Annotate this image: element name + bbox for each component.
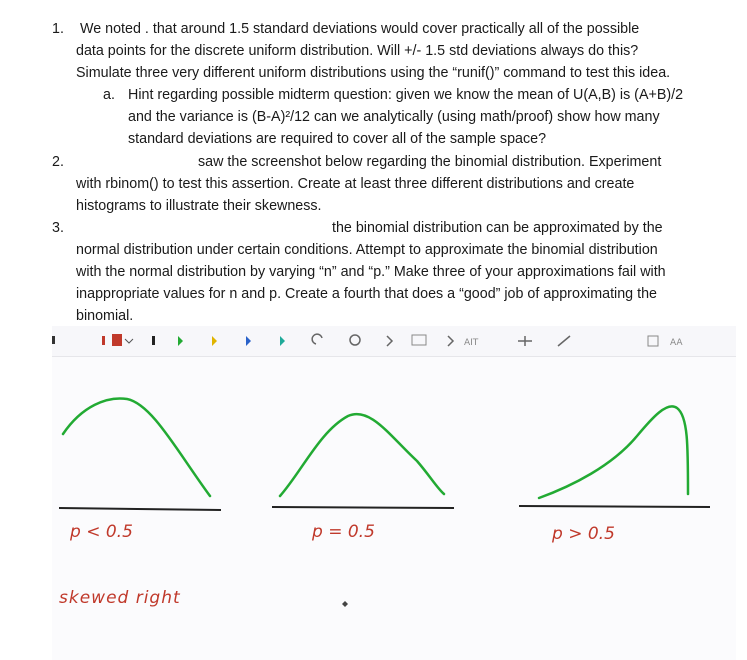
- question-line: Simulate three very different uniform distributions using the “runif()” command to test this idea.: [76, 65, 671, 81]
- question-line: We noted . that around 1.5 standard deviations would cover practically all of the possible: [80, 21, 640, 37]
- middle-baseline: [272, 507, 454, 508]
- question-line: with rbinom() to test this assertion. Create at least three different distributions and create: [76, 176, 635, 192]
- question-number: 3.: [52, 220, 64, 236]
- symmetric-curve: [280, 414, 444, 496]
- question-line: standard deviations are required to cover all of the sample space?: [128, 131, 547, 147]
- svg-text:AIT: AIT: [464, 338, 479, 348]
- question-line: the binomial distribution can be approximated by the: [332, 220, 663, 236]
- question-number: 2.: [52, 154, 64, 170]
- question-line: with the normal distribution by varying “n” and “p.” Make three of your approximations fail with: [76, 264, 666, 280]
- right-skewed-curve: [63, 398, 210, 496]
- question-number: 1.: [52, 21, 64, 37]
- left-baseline: [59, 508, 221, 510]
- svg-text:AA: AA: [670, 338, 683, 348]
- right-baseline: [519, 506, 710, 507]
- binomial-skew-screenshot: [52, 326, 736, 660]
- question-line: data points for the discrete uniform distribution. Will +/- 1.5 std deviations always do this?: [76, 43, 639, 59]
- question-line: Hint regarding possible midterm question: given we know the mean of U(A,B) is (A+B)/2: [128, 87, 684, 103]
- left-skewed-curve: [539, 406, 688, 498]
- label-p-equal: p = 0.5: [312, 522, 375, 542]
- question-line: normal distribution under certain conditions. Attempt to approximate the binomial distribution: [76, 242, 658, 258]
- sketch-canvas: [52, 326, 736, 660]
- label-p-greater: p > 0.5: [552, 524, 615, 544]
- cursor-icon: [342, 601, 348, 607]
- label-p-less: p < 0.5: [70, 522, 133, 542]
- question-line: binomial.: [76, 308, 134, 324]
- question-line: histograms to illustrate their skewness.: [76, 198, 322, 214]
- sub-question-number: a.: [103, 87, 115, 103]
- question-line: inappropriate values for n and p. Create a fourth that does a “good” job of approximating the: [76, 286, 657, 302]
- question-line: saw the screenshot below regarding the binomial distribution. Experiment: [198, 154, 662, 170]
- label-skewed-right: skewed right: [59, 588, 181, 608]
- question-line: and the variance is (B-A)²/12 can we analytically (using math/proof) show how many: [128, 109, 660, 125]
